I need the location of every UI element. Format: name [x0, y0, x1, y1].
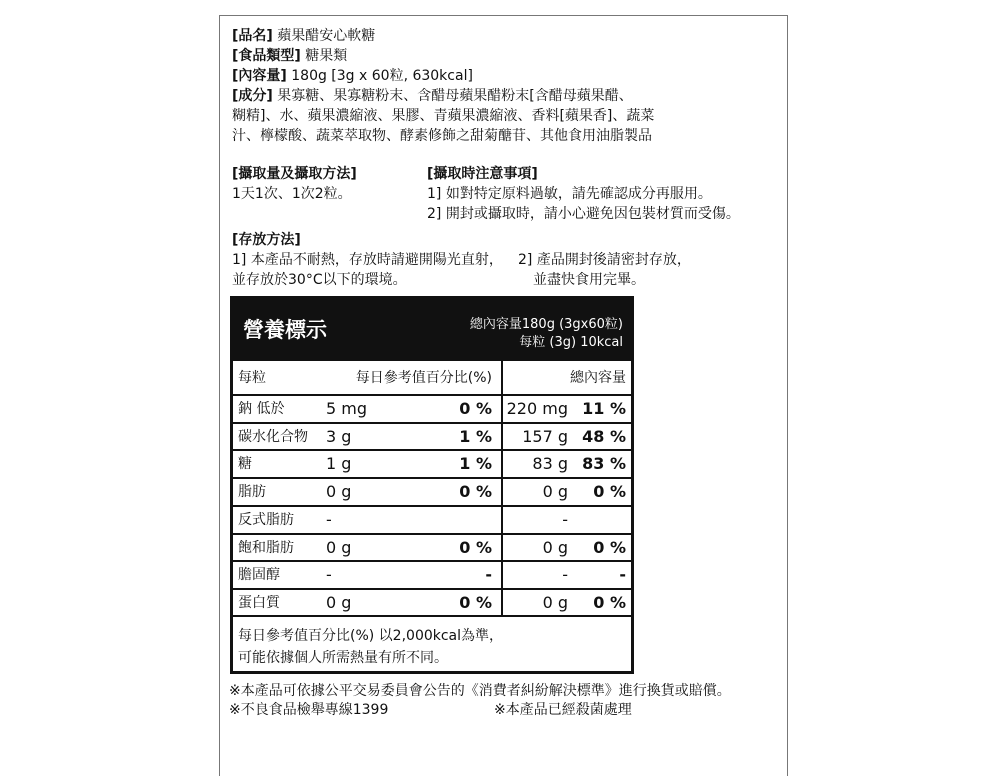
nutrition-title: 營養標示	[243, 318, 327, 342]
nutrition-footer-divider	[233, 615, 631, 617]
daily-value-percent: 0 %	[459, 482, 492, 502]
food-type-value: 糖果類	[305, 48, 348, 64]
nutrition-row	[233, 477, 631, 506]
total-percent: 0 %	[593, 537, 626, 557]
content-heading: [內容量]	[232, 68, 287, 84]
daily-value-percent: 0 %	[459, 592, 492, 612]
nutrition-header	[233, 299, 631, 361]
total-percent: 11 %	[582, 399, 626, 418]
nutrition-row	[233, 449, 631, 478]
per-serving-amount: 5 mg	[326, 399, 368, 418]
caution-heading: [攝取時注意事項]	[427, 166, 538, 182]
nutrition-footnote	[238, 625, 503, 669]
daily-value-percent: 1 %	[459, 454, 492, 474]
product-name-value: 蘋果醋安心軟糖	[277, 28, 376, 44]
food-type-heading: [食品類型]	[232, 48, 301, 64]
nutrition-row	[233, 533, 631, 562]
nutrient-name: 反式脂肪	[238, 511, 294, 528]
caution-item-1: 1] 如對特定原料過敏，請先確認成分再服用。	[427, 186, 712, 202]
storage-item-1-line-1: 1] 本產品不耐熱，存放時請避開陽光直射，	[232, 252, 503, 268]
daily-value-percent: 0 %	[459, 537, 492, 557]
nutrient-name: 飽和脂肪	[238, 539, 294, 556]
nutrition-row	[233, 422, 631, 451]
nutrient-name: 糖	[238, 456, 252, 473]
total-amount: 157 g	[522, 426, 568, 446]
total-amount: 83 g	[532, 454, 568, 474]
nutrient-name: 蛋白質	[238, 594, 280, 611]
nutrition-per-line: 每粒 (3g) 10kcal	[519, 335, 623, 350]
total-percent: 83 %	[582, 454, 626, 474]
total-percent: 0 %	[593, 482, 626, 502]
column-daily-value: 每日參考值百分比(%)	[355, 370, 492, 386]
total-percent: -	[619, 565, 626, 585]
daily-value-percent: 1 %	[459, 426, 492, 446]
total-amount: 0 g	[542, 537, 568, 557]
ingredients-line-2: 糊精]、水、蘋果濃縮液、果膠、青蘋果濃縮液、香料[蘋果香]、蔬菜	[232, 108, 655, 124]
total-amount: 220 mg	[506, 399, 568, 418]
storage-item-1-line-2: 並存放於30°C以下的環境。	[232, 272, 407, 288]
total-percent: 0 %	[593, 592, 626, 612]
ingredients-heading: [成分]	[232, 88, 273, 104]
product-name-line	[232, 26, 375, 46]
per-serving-amount: 0 g	[326, 592, 352, 612]
nutrition-row	[233, 394, 631, 423]
per-serving-amount: 0 g	[326, 537, 352, 557]
storage-item-2-line-1: 2] 產品開封後請密封存放，	[518, 252, 691, 268]
total-percent: 48 %	[582, 426, 626, 446]
ingredients-text-1: 果寡糖、果寡糖粉末、含醋母蘋果醋粉末[含醋母蘋果醋、	[277, 88, 633, 104]
per-serving-amount: -	[326, 565, 332, 585]
daily-value-percent: 0 %	[459, 399, 492, 418]
nutrient-name: 脂肪	[238, 484, 266, 501]
nutrition-row	[233, 560, 631, 589]
ingredients-line-1	[232, 86, 633, 106]
nutrition-footnote-line-1: 每日參考值百分比(%) 以2,000kcal為準，	[238, 628, 504, 644]
caution-item-2: 2] 開封或攝取時，請小心避免因包裝材質而受傷。	[427, 206, 740, 222]
per-serving-amount: 3 g	[326, 426, 352, 446]
footer-hotline: ※不良食品檢舉專線1399	[229, 702, 389, 718]
total-amount: -	[562, 509, 568, 529]
nutrition-column-header-row	[233, 365, 631, 392]
daily-value-percent: -	[485, 565, 492, 585]
intake-value: 1天1次、1次2粒。	[232, 186, 352, 202]
product-name-heading: [品名]	[232, 28, 273, 44]
nutrient-name: 鈉 低於	[238, 401, 285, 417]
nutrition-row	[233, 588, 631, 617]
column-total-content: 總內容量	[570, 370, 626, 386]
nutrition-row	[233, 505, 631, 534]
per-serving-amount: 1 g	[326, 454, 352, 474]
nutrient-name: 碳水化合物	[238, 428, 308, 445]
content-line	[232, 66, 473, 86]
footer-consumer-notice: ※本產品可依據公平交易委員會公告的《消費者糾紛解決標準》進行換貨或賠償。	[229, 683, 731, 699]
nutrient-name: 膽固醇	[238, 567, 280, 584]
total-amount: 0 g	[542, 592, 568, 612]
storage-heading: [存放方法]	[232, 232, 301, 248]
ingredients-line-3: 汁、檸檬酸、蔬菜萃取物、酵素修飾之甜菊醣苷、其他食用油脂製品	[232, 128, 652, 144]
food-type-line	[232, 46, 347, 66]
per-serving-amount: 0 g	[326, 482, 352, 502]
footer-sterilized: ※本產品已經殺菌處理	[494, 702, 632, 718]
total-amount: 0 g	[542, 482, 568, 502]
column-per-serving: 每粒	[238, 370, 266, 386]
storage-item-2-line-2: 並盡快食用完畢。	[533, 272, 645, 288]
intake-heading: [攝取量及攝取方法]	[232, 166, 357, 182]
nutrition-total-line: 總內容量180g (3gx60粒)	[469, 317, 623, 332]
total-amount: -	[562, 565, 568, 585]
nutrition-table	[230, 296, 634, 674]
per-serving-amount: -	[326, 509, 332, 529]
content-value: 180g [3g x 60粒, 630kcal]	[291, 68, 473, 84]
nutrition-footnote-line-2: 可能依據個人所需熱量有所不同。	[238, 650, 448, 666]
